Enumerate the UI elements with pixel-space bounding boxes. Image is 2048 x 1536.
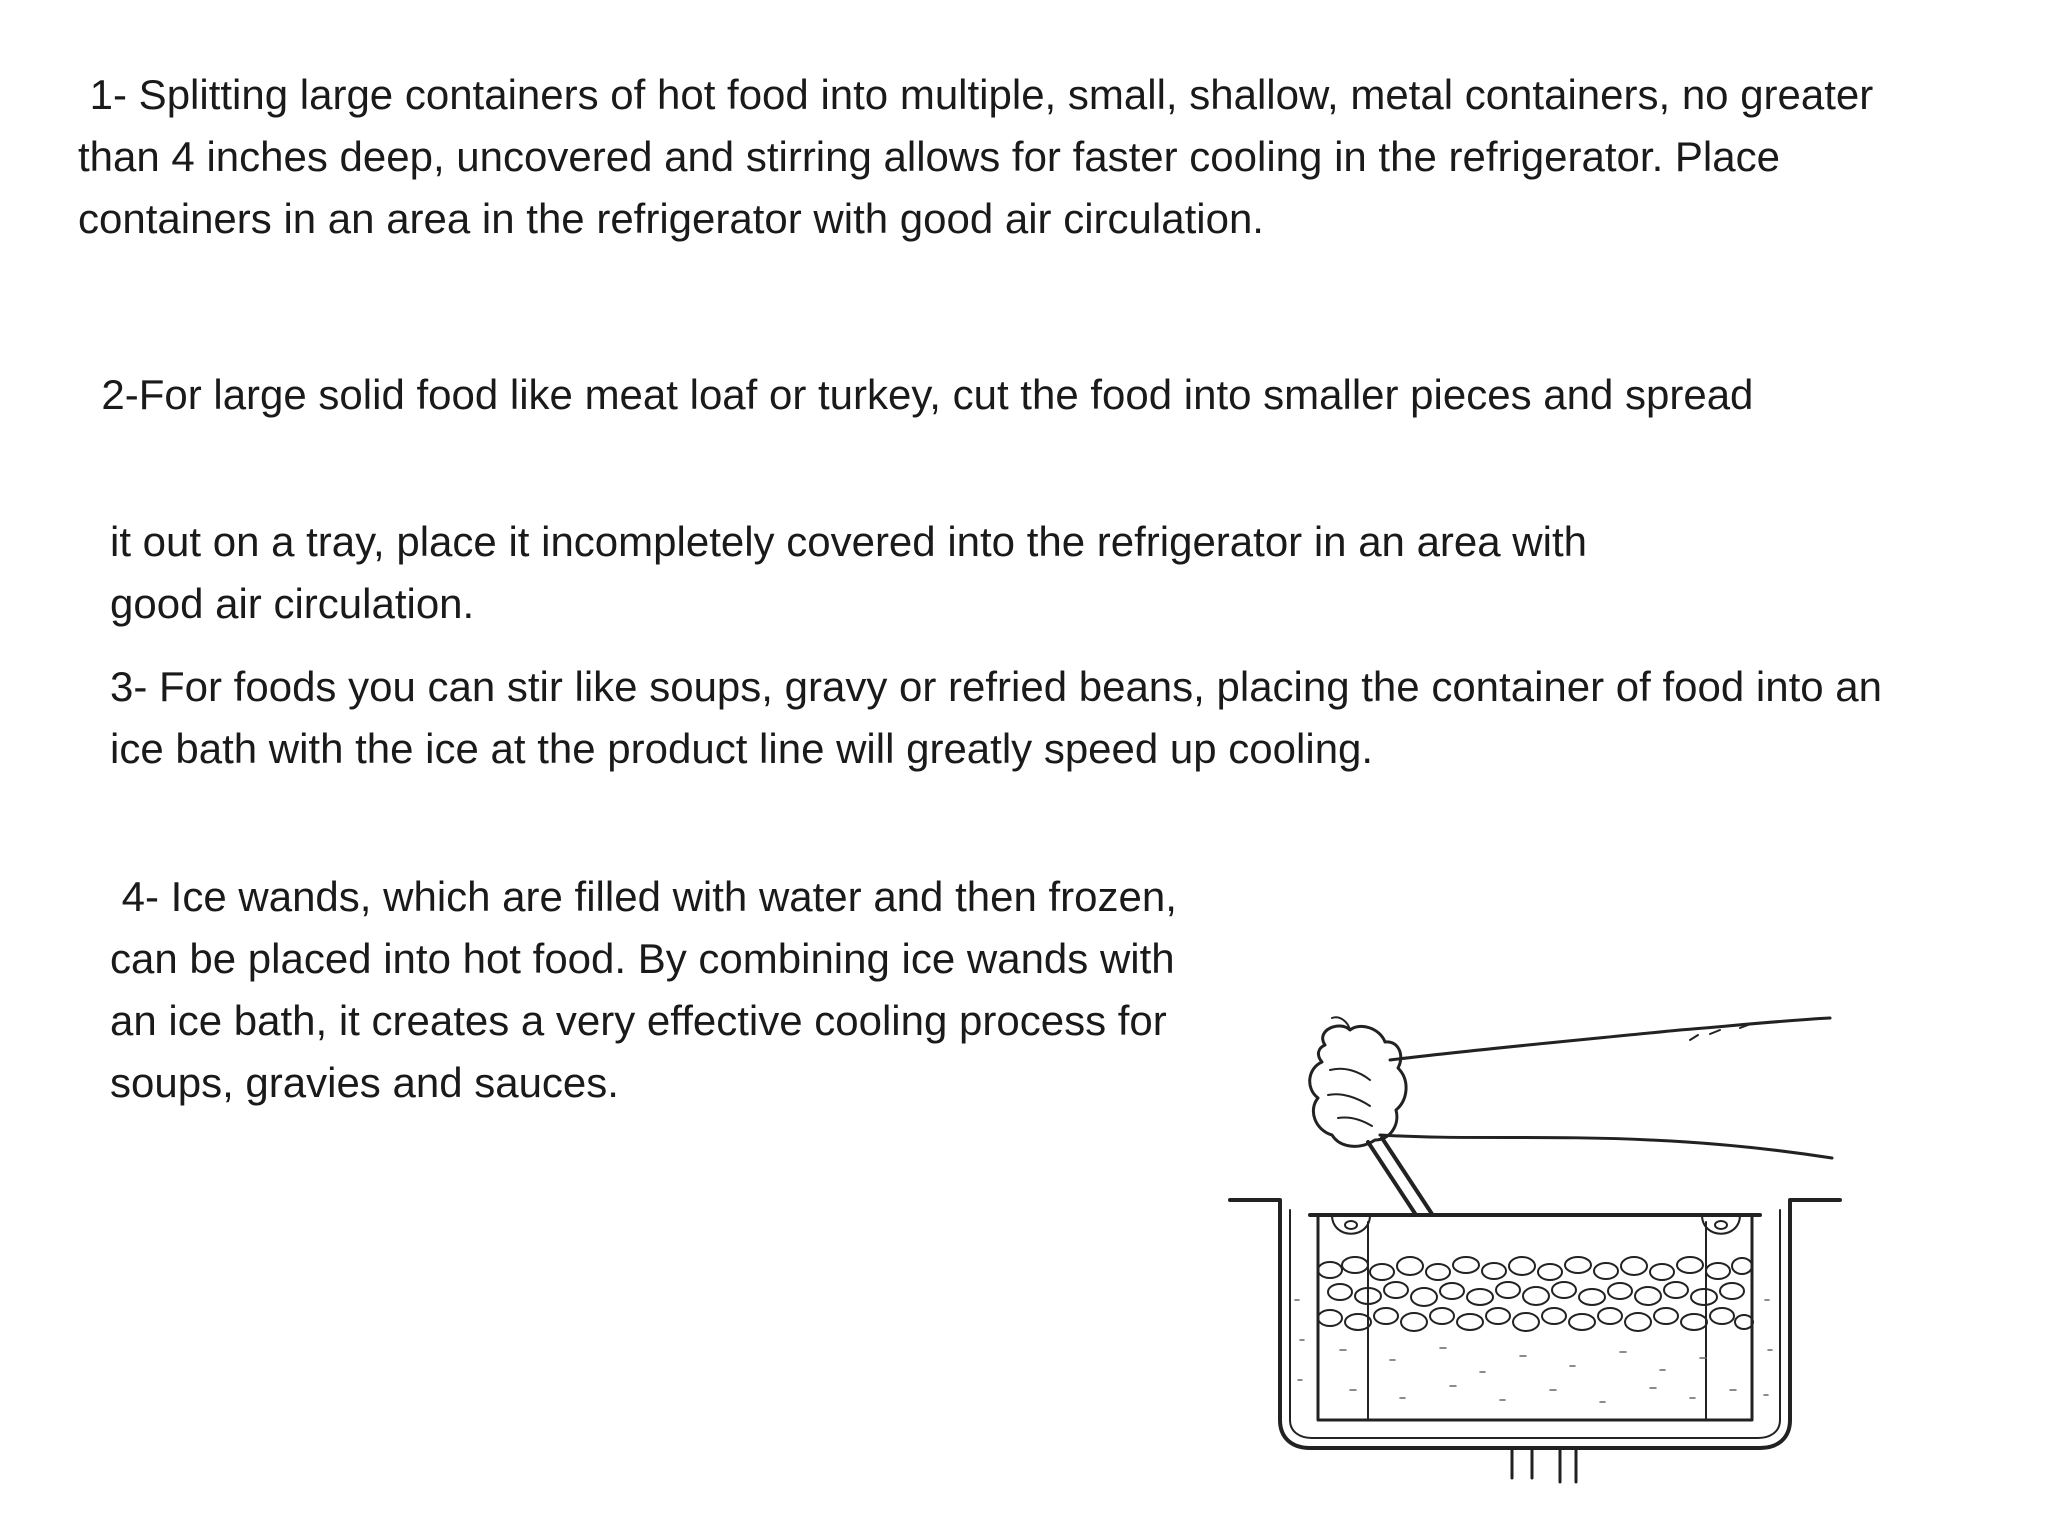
ice-bath-stirring-icon	[1220, 1000, 1850, 1510]
paragraph-large-solid-food: 2-For large solid food like meat loaf or turkey, cut the food into smaller pieces and spread	[78, 371, 1754, 418]
paragraph-ice-bath: 3- For foods you can stir like soups, gravy or refried beans, placing the container of food into an ice bath with the ice at the product line will greatly speed up cooling.	[110, 663, 1894, 772]
paragraph-large-solid-food-continued: it out on a tray, place it incompletely covered into the refrigerator in an area with good air circulation.	[110, 518, 1599, 627]
paragraph-ice-wands: 4- Ice wands, which are filled with water and then frozen, can be placed into hot food. By combining ice wands with an ice bath, it creates a very effective cooling process for soups, gravies and sauces.	[110, 873, 1189, 1106]
paragraph-shallow-containers: 1- Splitting large containers of hot food into multiple, small, shallow, metal containers, no greater than 4 inches deep, uncovered and stirring allows for faster cooling in the refrigerator. Place containers in an area in the refrigerator with good air circulation.	[78, 71, 1885, 242]
